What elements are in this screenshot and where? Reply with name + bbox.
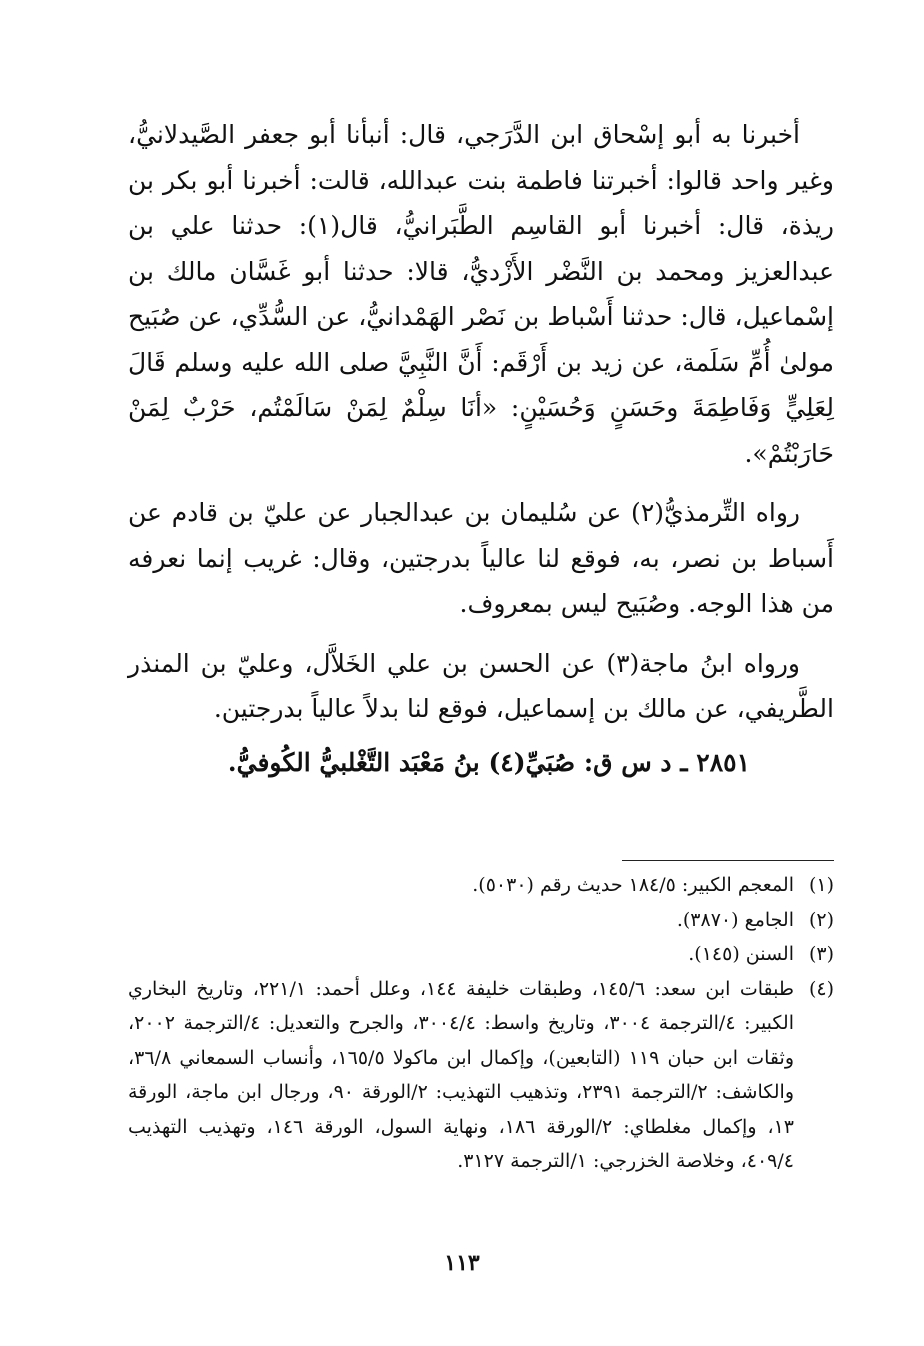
footnote-number: (٢): [808, 908, 834, 931]
entry-heading: ٢٨٥١ ـ د س ق: صُبَيِّ(٤) بنُ مَعْبَد التَّغْلبيُّ الكُوفيُّ.: [227, 747, 750, 777]
footnote-number: (٤): [808, 977, 834, 1000]
paragraph-tirmidhi: رواه التِّرمذيُّ(٢) عن سُليمان بن عبدالجبار عن عليّ بن قادم عن أَسباط بن نصر، به، فوقع لنا عالياً بدرجتين، وقال: غريب إنما نعرفه من هذا الوجه. وصُبَيح ليس بمعروف.: [128, 498, 834, 618]
footnote-text: السنن (١٤٥).: [688, 943, 794, 965]
footnote-number: (٣): [808, 943, 834, 965]
footnote-text: الجامع (٣٨٧٠).: [676, 908, 794, 931]
footnote-2: [128, 903, 834, 938]
footnote-text: طبقات ابن سعد: ١٤٥/٦، وطبقات خليفة ١٤٤، وعلل أحمد: ٢٢١/١، وتاريخ البخاري الكبير: ٤/الترجمة ٣٠٠٤، وتاريخ واسط: ٣٠٠٤/٤، والجرح والتعديل: ٤/الترجمة ٢٠٠٢، وثقات ابن حبان ١١٩ (التابعين)، وإكمال ابن ماكولا ١٦٥/٥، وأنساب السمعاني ٣٦/٨، والكاشف: ٢/الترجمة ٢٣٩١، وتذهيب التهذيب: ٢/الورقة ٩٠، ورجال ابن ماجة، الورقة ١٣، وإكمال مغلطاي: ٢/الورقة ١٨٦، ونهاية السول، الورقة ١٤٦، وتهذيب التهذيب ٤٠٩/٤، وخلاصة الخزرجي: ١/الترجمة ٣١٢٧.: [128, 977, 795, 1172]
paragraph-isnad: أخبرنا به أبو إسْحاق ابن الدَّرَجي، قال: أنبأنا أبو جعفر الصَّيدلانيُّ، وغير واحد قالوا: أخبرتنا فاطمة بنت عبدالله، قالت: أخبرنا أبو بكر بن ريذة، قال: أخبرنا أبو القاسِم الطَّبَرانيُّ، قال(١): حدثنا علي بن عبدالعزيز ومحمد بن النَّضْر الأَزْديُّ، قالا: حدثنا أبو غَسَّان مالك بن إسْماعيل، قال: حدثنا أَسْباط بن نَصْر الهَمْدانيُّ، عن السُّدِّي، عن صُبَيح مولىٰ أُمِّ سَلَمة، عن زيد بن أَرْقَم: أَنَّ النَّبِيَّ صلى الله عليه وسلم قَالَ لِعَلِيٍّ وَفَاطِمَةَ وحَسَنٍ وَحُسَيْنٍ: «أنَا سِلْمٌ لِمَنْ سَالَمْتُم، حَرْبٌ لِمَنْ حَارَبْتُمْ».: [128, 120, 834, 468]
main-text: [128, 112, 834, 785]
footnote-3: [128, 937, 834, 972]
footnote-divider: [622, 860, 834, 861]
footnote-4: [128, 972, 834, 1179]
paragraph-ibn-majah: ورواه ابنُ ماجة(٣) عن الحسن بن علي الخَلاَّل، وعليّ بن المنذر الطَّريفي، عن مالك بن إسماعيل، فوقع لنا بدلاً عالياً بدرجتين.: [128, 648, 834, 723]
page-number: ١١٣: [444, 1250, 480, 1276]
footnotes: [128, 868, 834, 1179]
footnote-text: المعجم الكبير: ١٨٤/٥ حديث رقم (٥٠٣٠).: [472, 874, 794, 896]
footnote-1: [128, 868, 834, 903]
footnote-number: (١): [808, 874, 834, 896]
